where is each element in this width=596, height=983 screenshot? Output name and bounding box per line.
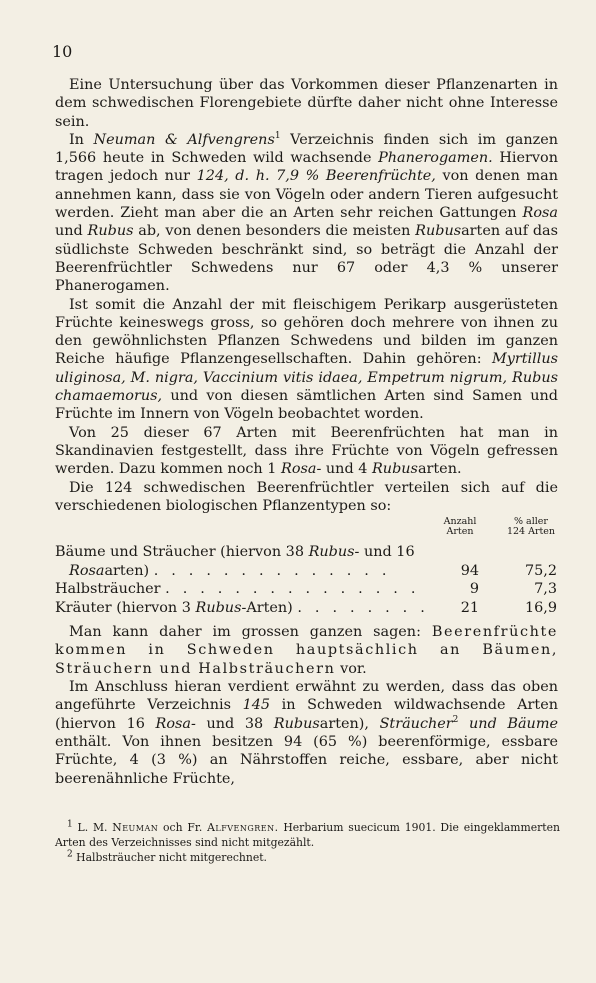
page-number: 10 [52, 42, 73, 61]
paragraph-6: Man kann daher im grossen ganzen sagen: Beerenfrüchte kommen in Schweden hauptsächlich an Bäumen, Sträuchern und Halbsträuchern vor. [55, 624, 558, 677]
species-list: Myrtillus uliginosa, M. nigra, Vaccinium vitis idaea, Empetrum nigrum, Rubus chamaemorus, [55, 351, 558, 405]
table-row: Rosaarten) . . . . . . . . . . . . . . 94 75,2 [69, 562, 557, 579]
footnotes [55, 820, 560, 865]
paragraph-2: In Neuman & Alfvengrens$^1$ Verzeichnis finden sich im ganzen 1,566 heute in Schweden wild wachsende Phanerogamen. Hiervon tragen jedoch nur 124, d. h. 7,9 % Beerenfrüchte, von denen man annehmen kann, dass sie von Vögeln oder andern Tieren aufgesucht werden. Zieht man aber die an Arten sehr reichen Gattungen Rosa und Rubus ab, von denen besonders die meisten Rubusarten auf das südlichste Schweden beschränkt sind, so beträgt die Anzahl der Beerenfrüchtler Schwedens nur 67 oder 4,3 % unserer Phanerogamen. [55, 131, 559, 295]
body-text [55, 76, 558, 788]
paragraph-3: Ist somit die Anzahl der mit fleischigem Perikarp ausgerüsteten Früchte keineswegs gross, so gehören doch mehrere von ihnen zu den gewöhnlichsten Pflanzen Schwedens und bilden im ganzen Reiche häufige Pflanzengesellschaften. Dahin gehören: Myrtillus uliginosa, M. nigra, Vaccinium vitis idaea, Empetrum nigrum, Rubus chamaemorus, und von diesen sämtlichen Arten sind Samen und Früchte im Innern von Vögeln beobachtet worden. [55, 296, 558, 423]
table-header [55, 517, 558, 543]
authors-citation: Neuman & Alfvengrens [93, 131, 275, 148]
table-cell-count: 21 [460, 599, 479, 616]
table-row: Bäume und Sträucher (hiervon 38 Rubus- und 16 [55, 544, 415, 561]
table-row: Halbsträucher . . . . . . . . . . . . . . . 9 7,3 [55, 581, 557, 598]
table-cell-percent: 7,3 [534, 581, 557, 598]
table-cell-percent: 75,2 [524, 562, 557, 579]
footnote-2: $^2$ Halbsträucher nicht mitgerechnet. [67, 849, 267, 864]
footnote-ref-2: 2 [452, 714, 459, 725]
paragraph-4: Von 25 dieser 67 Arten mit Beerenfrüchten hat man in Skandinavien festgestellt, dass ihre Früchte von Vögeln gefressen werden. Dazu kommen noch 1 Rosa- und 4 Rubusarten. [55, 424, 558, 478]
column-header-percent: % aller 124 Arten [506, 516, 556, 538]
paragraph-1: Eine Untersuchung über das Vorkommen dieser Pflanzenarten in dem schwedischen Florengebiete dürfte daher nicht ohne Interesse sein. [55, 77, 558, 130]
table-cell-percent: 16,9 [524, 599, 557, 616]
spaced-emphasis: Beerenfrüchte kommen in Schweden hauptsächlich an Bäumen, Sträuchern und Halbsträuchern [55, 624, 558, 677]
table-cell-count: 9 [469, 581, 479, 598]
footnote-ref-1: 1 [274, 131, 281, 142]
footnote-1: $^1$ L. M. Neuman och Fr. Alfvengren. Herbarium suecicum 1901. Die eingeklammerten Arten des Verzeichnisses sind nicht mitgezählt. [55, 819, 560, 849]
table-row: Kräuter (hiervon 3 Rubus-Arten) . . . . . . . . 21 16,9 [55, 599, 557, 616]
paragraph-5: Die 124 schwedischen Beerenfrüchtler verteilen sich auf die verschiedenen biologischen Pflanzentypen so: [55, 479, 558, 514]
paragraph-7: Im Anschluss hieran verdient erwähnt zu werden, dass das oben angeführte Verzeichnis 145 in Schweden wildwachsende Arten (hiervon 16 Rosa- und 38 Rubusarten), Sträucher$^2$ und Bäume enthält. Von ihnen besitzen 94 (65 %) beerenförmige, essbare Früchte, 4 (3 %) an Nährstoffen reiche, essbare, aber nicht beerenähnliche Früchte, [55, 679, 558, 787]
column-header-count: Anzahl Arten [443, 516, 477, 538]
table-cell-count: 94 [460, 562, 479, 579]
